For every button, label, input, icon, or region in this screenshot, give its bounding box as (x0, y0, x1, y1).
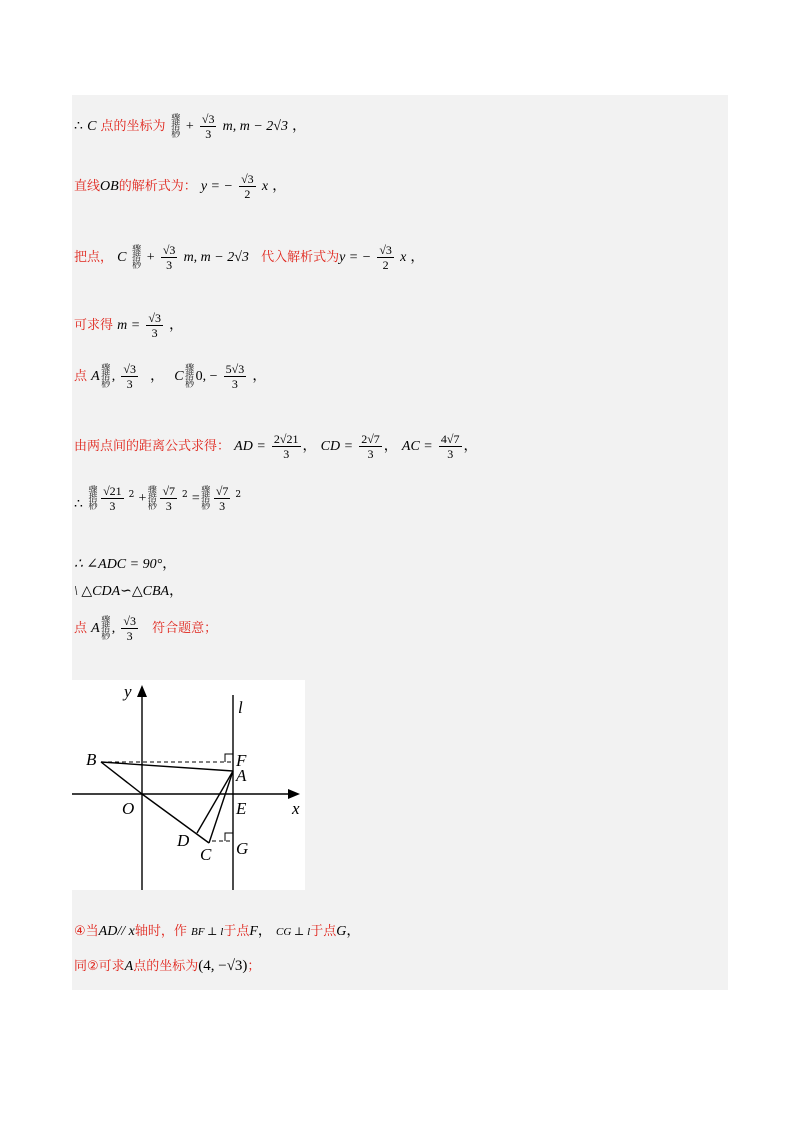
label-d: D (177, 831, 190, 850)
separator: ， (383, 439, 398, 454)
label-x: x (292, 799, 300, 818)
segment-ba (101, 762, 233, 771)
label-e: E (236, 799, 247, 818)
coordinate-diagram (72, 680, 305, 890)
ac-label: AC = (401, 439, 433, 454)
bracket-glyph: 骤 揩 桫 (201, 485, 211, 512)
line-text: 点 (74, 621, 88, 636)
fraction: $\frac{4√7}{3}$ (440, 432, 460, 461)
perpendicular-bf: BF ⊥ l (190, 926, 224, 938)
line-text: 点的坐标为 (100, 119, 166, 134)
separator: ， (257, 924, 272, 939)
separator: ， (150, 369, 165, 384)
equation-lhs: y = − (200, 179, 233, 194)
y-axis-arrow (137, 685, 147, 697)
line-text: 代入解析式为 (261, 250, 340, 265)
line-substitute (74, 243, 424, 272)
line-distances (74, 432, 478, 461)
line-text: 同②可求 (74, 959, 125, 974)
line-text: 的解析式为： (118, 179, 197, 194)
right-angle-g (225, 833, 233, 841)
fraction: $\frac{5√3}{3}$ (225, 362, 245, 391)
ad-label: AD = (234, 439, 266, 454)
comma: ， (292, 119, 307, 134)
line-text: 点 (74, 369, 88, 384)
equals-sign: = (191, 491, 200, 506)
semicolon: ； (247, 959, 261, 974)
point-a-label: A (124, 959, 134, 974)
bracket-glyph: 骤 揩 桫 (101, 363, 111, 390)
comma: ， (162, 557, 177, 572)
comma: , (111, 369, 116, 384)
line-text: 直线 (74, 179, 101, 194)
label-g: G (236, 839, 249, 858)
bracket-glyph: 骤 揩 桫 (101, 615, 111, 642)
comma: ， (169, 584, 184, 599)
label-a: A (236, 766, 247, 785)
fraction: $\frac{√3}{3}$ (123, 362, 136, 391)
line-text: 由两点间的距离公式求得： (74, 439, 231, 454)
bracket-glyph: 骤 揩 桫 (171, 113, 181, 140)
segment-bo (101, 762, 142, 794)
line-a-valid (74, 614, 217, 643)
line-text: 于点 (223, 924, 250, 939)
equation-lhs: m = (117, 318, 141, 333)
fraction: $\frac{√3}{2}$ (379, 243, 392, 272)
comma: ， (410, 250, 425, 265)
line-case-four (74, 920, 360, 940)
line-text: 把点， (74, 250, 114, 265)
fraction: $\frac{√21}{3}$ (103, 484, 122, 513)
bracket-glyph: 骤 揩 桫 (132, 244, 142, 271)
line-pythagoras (74, 484, 241, 513)
line-a-coordinate (74, 955, 260, 975)
variable-x: x (261, 179, 269, 194)
comma: ， (463, 439, 478, 454)
point-a-label: A (91, 621, 100, 636)
line-c-coordinates (74, 112, 306, 141)
comma: ， (346, 924, 361, 939)
line-ob-equation (74, 172, 286, 201)
perpendicular-cg: CG ⊥ l (276, 926, 311, 938)
label-l: l (238, 698, 243, 717)
plus-sign: + (138, 491, 147, 506)
fraction: $\frac{√7}{3}$ (162, 484, 176, 513)
geometry-figure (72, 680, 305, 890)
comma: ， (272, 179, 287, 194)
fraction: $\frac{√3}{3}$ (123, 614, 136, 643)
exponent: 2 (182, 489, 188, 500)
label-y: y (124, 682, 132, 701)
equation-lhs: y = − (339, 250, 372, 265)
line-right-angle (74, 553, 176, 573)
therefore-symbol: ∴ (74, 119, 83, 134)
angle-statement: ∴ ∠ADC = 90° (74, 557, 163, 572)
separator: ， (302, 439, 317, 454)
zero-value: 0 (195, 369, 203, 384)
bracket-glyph: 骤 揩 桫 (185, 363, 195, 390)
coordinate-value: (4, −√3) (198, 958, 248, 974)
label-b: B (86, 750, 97, 769)
variable-x: x (400, 250, 407, 265)
fraction: $\frac{√3}{3}$ (162, 243, 176, 272)
negative-sign: , − (202, 369, 218, 384)
coord-tail: m, m − 2√3 (183, 250, 249, 265)
bracket-glyph: 骤 揩 桫 (88, 485, 98, 512)
fraction: $\frac{2√7}{3}$ (361, 432, 380, 461)
plus-sign: + (146, 250, 155, 265)
line-text: ④当 (74, 924, 99, 939)
label-o: O (122, 799, 135, 818)
line-similar-triangles (74, 580, 183, 600)
line-text: 轴时，作 (134, 924, 187, 939)
comma: ， (252, 369, 267, 384)
fraction: $\frac{√3}{2}$ (241, 172, 254, 201)
parallel-statement: AD// x (98, 924, 135, 939)
fraction: $\frac{√3}{3}$ (148, 311, 161, 340)
point-f-label: F (249, 924, 258, 939)
similarity-statement: \ △CDA∽△CBA (74, 584, 170, 599)
point-g-label: G (336, 924, 347, 939)
fraction: $\frac{2√21}{3}$ (273, 432, 299, 461)
line-text: 于点 (310, 924, 337, 939)
plus-sign: + (185, 119, 194, 134)
line-ob-label: OB (100, 179, 119, 194)
right-angle-f (225, 754, 233, 762)
bracket-glyph: 骤 揩 桫 (147, 485, 157, 512)
line-text: 符合题意； (152, 621, 218, 636)
x-axis-arrow (288, 789, 300, 799)
fraction: $\frac{√7}{3}$ (215, 484, 229, 513)
therefore-symbol: ∴ (74, 497, 83, 512)
cd-label: CD = (320, 439, 354, 454)
label-f: F (236, 751, 247, 770)
line-text: 点的坐标为 (133, 959, 199, 974)
exponent: 2 (235, 489, 242, 500)
fraction: $\frac{√3}{3}$ (201, 112, 215, 141)
line-m-value (74, 311, 183, 340)
point-a-label: A (91, 369, 100, 384)
line-text: 可求得 (74, 318, 114, 333)
comma: , (111, 621, 116, 636)
segment-oc (142, 794, 209, 843)
point-c-label: C (174, 369, 184, 384)
label-c: C (200, 845, 212, 864)
point-c-label: C (117, 250, 127, 265)
comma: ， (169, 318, 184, 333)
line-points-a-c (74, 362, 266, 391)
point-c-label: C (87, 119, 97, 134)
coord-tail: m, m − 2√3 (222, 119, 288, 134)
exponent: 2 (128, 489, 135, 500)
